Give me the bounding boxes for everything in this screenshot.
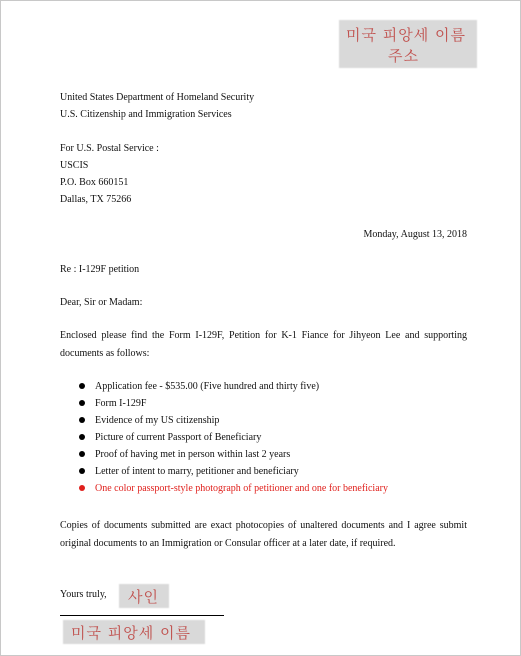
sender-address-placeholder-text: 주소 (388, 47, 419, 65)
list-item: Proof of having met in person within last 2 years (60, 446, 460, 463)
recipient-po-box: P.O. Box 660151 (60, 177, 129, 188)
signer-name-placeholder-text: 미국 피앙세 이름 (71, 624, 191, 642)
list-item: Picture of current Passport of Beneficiary (60, 429, 460, 446)
letter-date: Monday, August 13, 2018 (363, 229, 467, 240)
bullet-icon (79, 468, 85, 474)
signature-placeholder-text: 사인 (128, 588, 159, 606)
bullet-icon (79, 451, 85, 457)
bullet-icon (79, 434, 85, 440)
list-item: Evidence of my US citizenship (60, 412, 460, 429)
bullet-icon (79, 417, 85, 423)
recipient-org-line1: United States Department of Homeland Security (60, 92, 255, 103)
intro-paragraph: Enclosed please find the Form I-129F, Petition for K-1 Fiance for Jihyeon Lee and supporting documents as follows: (60, 330, 467, 359)
recipient-city: Dallas, TX 75266 (60, 194, 132, 205)
sender-name-placeholder-text: 미국 피앙세 이름 (346, 26, 466, 44)
closing-paragraph: Copies of documents submitted are exact photocopies of unaltered documents and I agree submit original documents to an Immigration or Consular officer at a later date, if required. (60, 520, 467, 549)
letter-salutation: Dear, Sir or Madam: (60, 297, 143, 308)
list-item: Application fee - $535.00 (Five hundred and thirty five) (60, 378, 460, 395)
enclosure-list (60, 378, 460, 497)
bullet-icon (79, 383, 85, 389)
recipient-name: USCIS (60, 160, 89, 171)
letter-subject: Re : I-129F petition (60, 264, 140, 275)
letter-closing: Yours truly, (60, 589, 107, 600)
signature-line (60, 615, 224, 616)
recipient-org-line2: U.S. Citizenship and Immigration Services (60, 109, 232, 120)
bullet-icon (79, 400, 85, 406)
list-item-highlighted: One color passport-style photograph of petitioner and one for beneficiary (60, 480, 460, 497)
recipient-service-line: For U.S. Postal Service : (60, 143, 159, 154)
bullet-icon (79, 485, 85, 491)
list-item: Form I-129F (60, 395, 460, 412)
list-item: Letter of intent to marry, petitioner and beneficiary (60, 463, 460, 480)
